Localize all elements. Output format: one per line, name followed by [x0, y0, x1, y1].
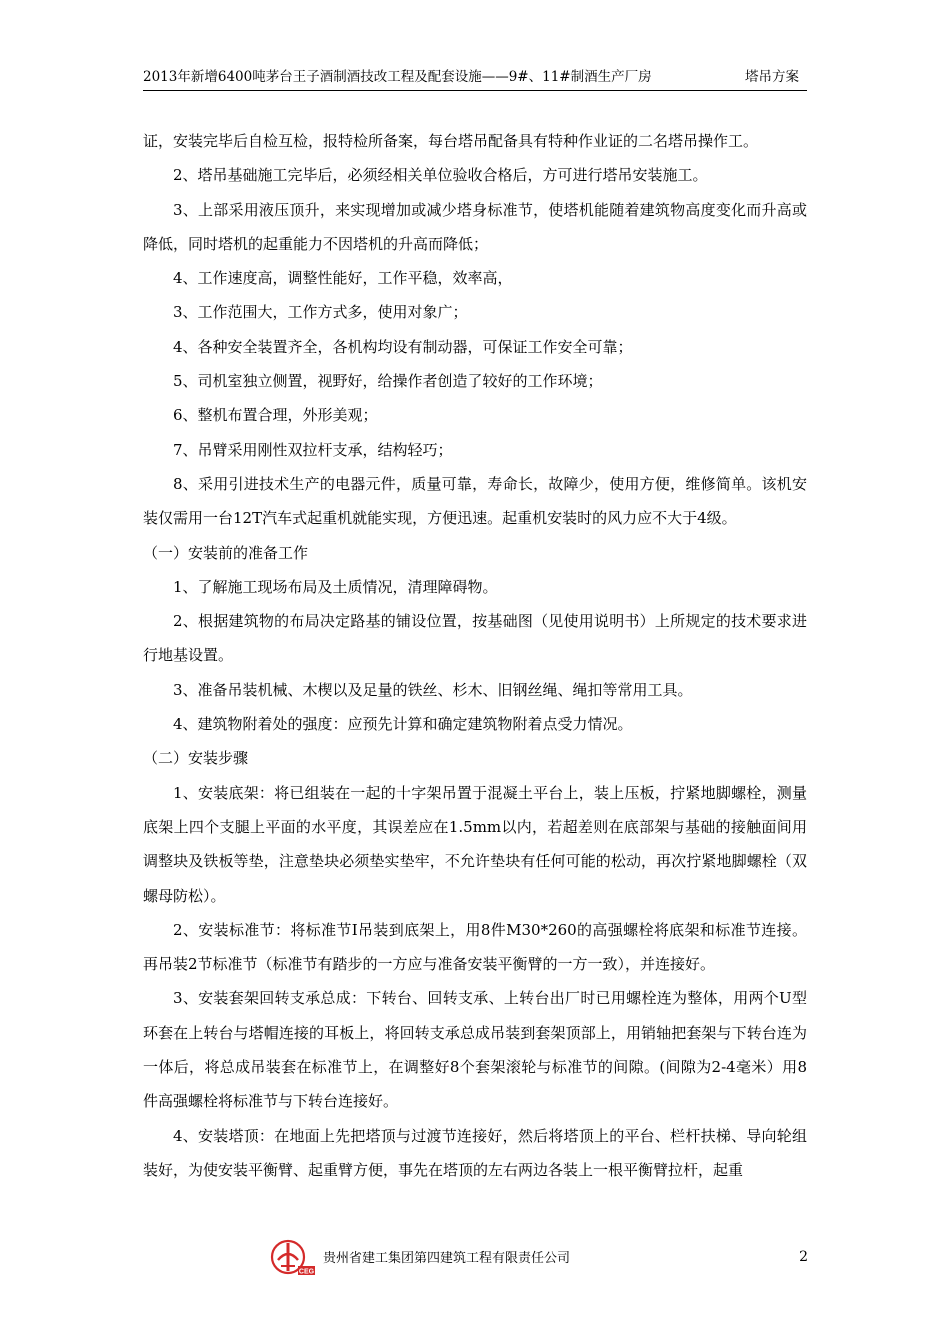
paragraph: 证，安装完毕后自检互检，报特检所备案，每台塔吊配备具有特种作业证的二名塔吊操作工。	[143, 132, 759, 150]
paragraph: 2、安装标准节：将标准节Ⅰ吊装到底架上，用8件M30*260的高强螺栓将底架和标准节连接。再吊装2节标准节（标准节有踏步的一方应与准备安装平衡臂的一方一致），并连接好。	[143, 920, 807, 974]
footer-company: 贵州省建工集团第四建筑工程有限责任公司	[323, 1251, 571, 1266]
header-project-title: 2013年新增6400吨茅台王子酒制酒技改工程及配套设施——9#、11#制酒生产厂房	[143, 69, 652, 85]
section-heading: （一）安装前的准备工作	[143, 543, 309, 562]
paragraph: 6、整机布置合理，外形美观；	[173, 406, 378, 425]
page-footer	[268, 1238, 808, 1278]
section-heading: （二）安装步骤	[143, 749, 249, 768]
paragraph: 4、安装塔顶：在地面上先把塔顶与过渡节连接好，然后将塔顶上的平台、栏杆扶梯、导向轮组装好，为使安装平衡臂、起重臂方便，事先在塔顶的左右两边各装上一根平衡臂拉杆，起重	[143, 1126, 807, 1179]
paragraph: 8、采用引进技术生产的电器元件，质量可靠，寿命长，故障少，使用方便，维修简单。该机安装仅需用一台12T汽车式起重机就能实现，方便迅速。起重机安装时的风力应不大于4级。	[143, 474, 807, 528]
page-number: 2	[799, 1249, 808, 1265]
paragraph: 3、准备吊装机械、木楔以及足量的铁丝、杉木、旧钢丝绳、绳扣等常用工具。	[173, 680, 693, 699]
paragraph: 4、各种安全装置齐全，各机构均设有制动器，可保证工作安全可靠；	[173, 337, 633, 356]
document-body	[143, 124, 807, 1187]
paragraph: 1、安装底架：将已组装在一起的十字架吊置于混凝土平台上，装上压板，拧紧地脚螺栓，测量底架上四个支腿上平面的水平度，其误差应在1.5mm以内，若超差则在底部架与基础的接触面间用调整块及铁板等垫，注意垫块必须垫实垫牢，不允许垫块有任何可能的松动，再次拧紧地脚螺栓（双螺母防松）。	[143, 783, 807, 905]
ceg-logo-icon	[268, 1238, 316, 1278]
paragraph: 3、上部采用液压顶升，来实现增加或减少塔身标准节，使塔机能随着建筑物高度变化而升高或降低，同时塔机的起重能力不因塔机的升高而降低；	[143, 200, 807, 253]
paragraph: 1、了解施工现场布局及土质情况，清理障碍物。	[173, 577, 498, 596]
paragraph: 3、工作范围大，工作方式多，使用对象广；	[173, 303, 468, 322]
logo-text: CEG	[298, 1268, 315, 1276]
paragraph: 2、根据建筑物的布局决定路基的铺设位置，按基础图（见使用说明书）上所规定的技术要求进行地基设置。	[143, 612, 807, 665]
paragraph: 7、吊臂采用刚性双拉杆支承，结构轻巧；	[173, 440, 453, 459]
header-rule	[143, 90, 807, 91]
paragraph: 2、塔吊基础施工完毕后，必须经相关单位验收合格后，方可进行塔吊安装施工。	[173, 166, 708, 185]
header-doc-title: 塔吊方案	[745, 69, 799, 85]
paragraph: 4、建筑物附着处的强度：应预先计算和确定建筑物附着点受力情况。	[173, 715, 633, 734]
paragraph: 3、安装套架回转支承总成：下转台、回转支承、上转台出厂时已用螺栓连为整体，用两个U型环套在上转台与塔帽连接的耳板上，将回转支承总成吊装到套架顶部上，用销轴把套架与下转台连为一体后，将总成吊装套在标准节上，在调整好8个套架滚轮与标准节的间隙。(间隙为2-4毫米）用8件高强螺栓将标准节与下转台连接好。	[143, 989, 807, 1111]
paragraph: 4、工作速度高，调整性能好，工作平稳，效率高，	[173, 269, 513, 288]
paragraph: 5、司机室独立侧置，视野好，给操作者创造了较好的工作环境；	[173, 372, 603, 391]
page-header	[143, 66, 807, 88]
